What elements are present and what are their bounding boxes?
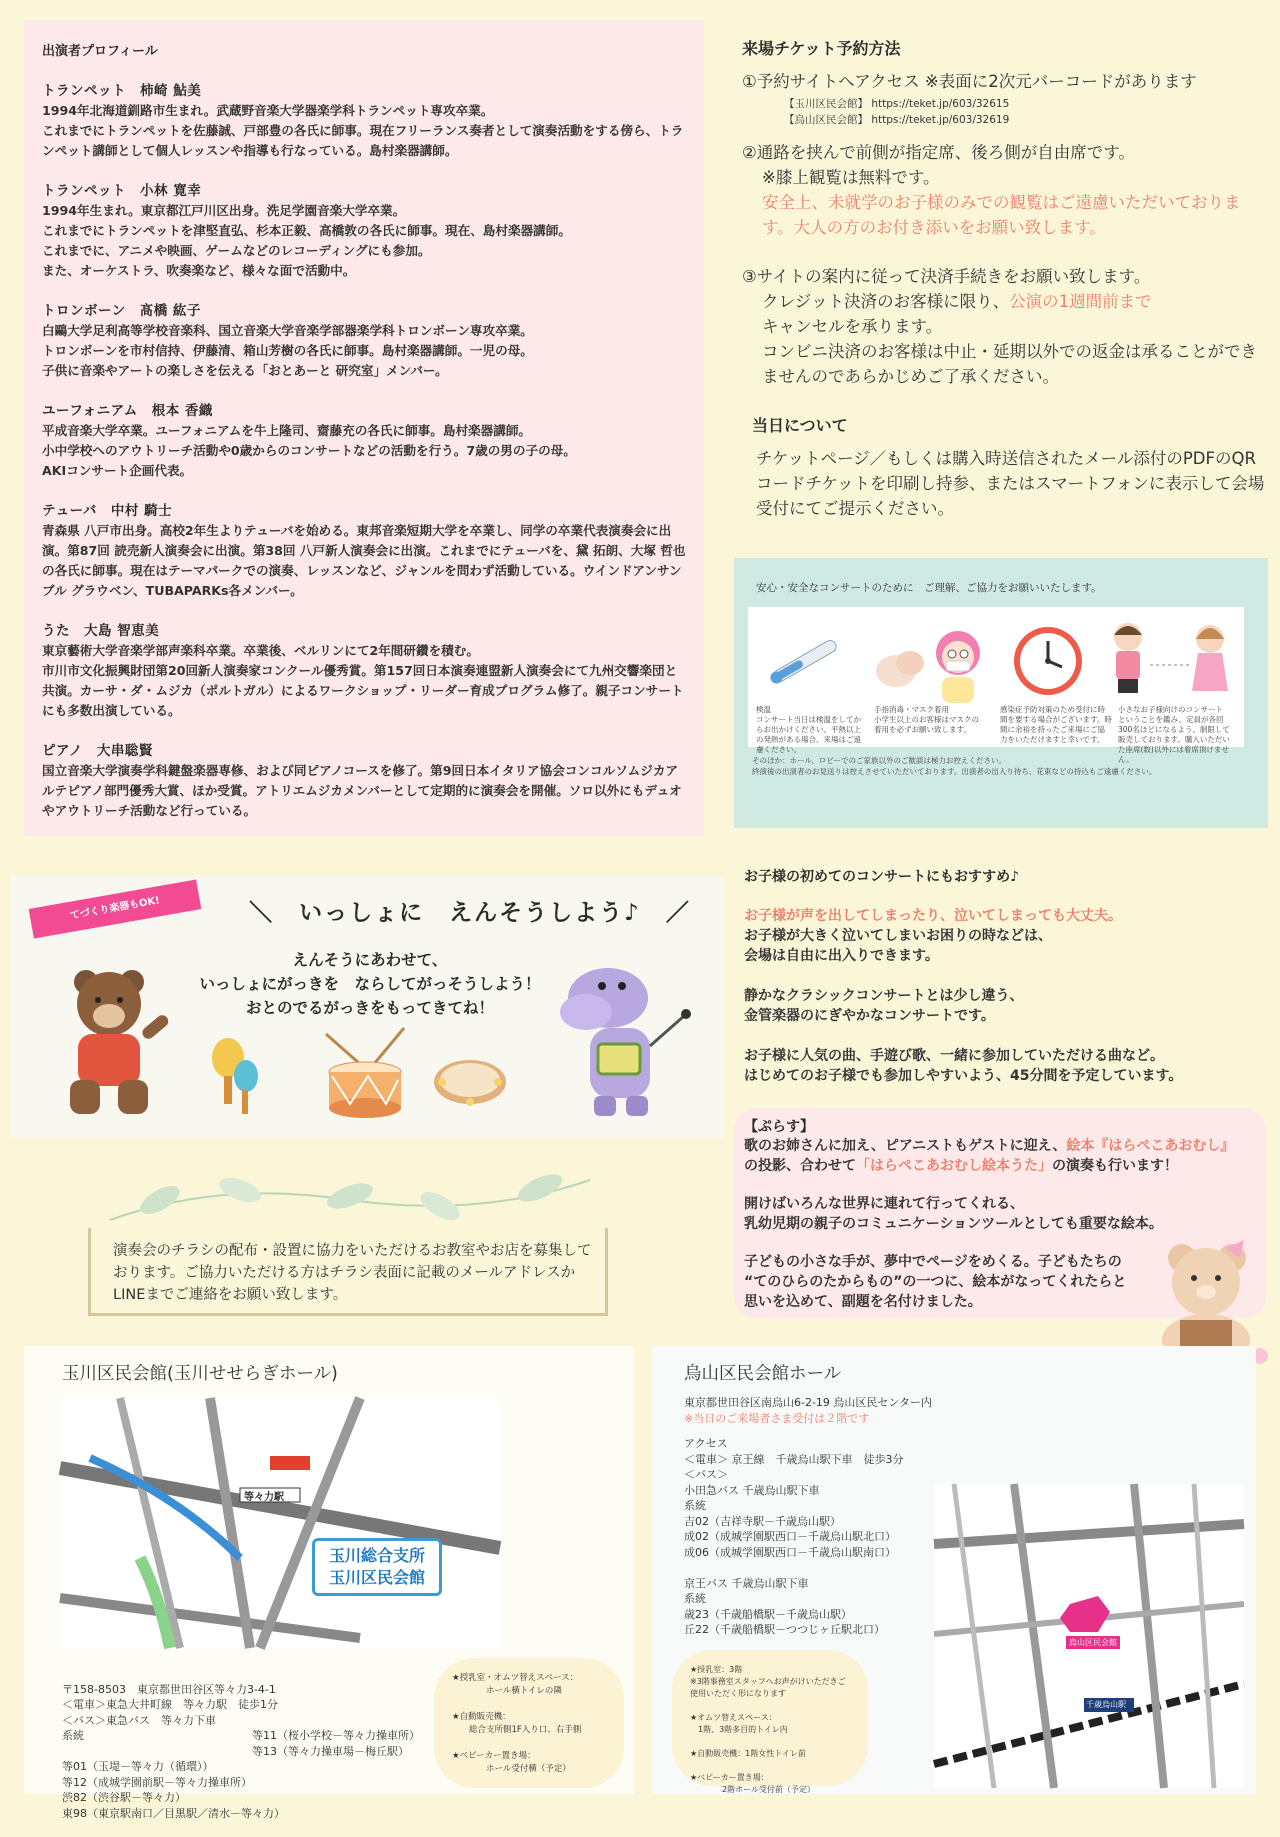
- ticket-title: 来場チケット予約方法: [742, 39, 901, 58]
- ticket-url-tamagawa[interactable]: 【玉川区民会館】 https://teket.jp/603/32615: [784, 98, 1010, 110]
- map-venue-label: [312, 1538, 442, 1596]
- plus-p1-b: の投影、合わせて: [744, 1158, 856, 1174]
- venue-tamagawa-address: 〒158-8503 東京都世田谷区等々力3-4-1 ＜電車＞東急大井町線 等々力駅 徒歩1分 ＜バス＞東急バス 等々力下車 系統: [62, 1682, 278, 1742]
- ticket-urls: [742, 96, 1272, 128]
- plus-p1-song: 「はらぺこあおむし絵本うた」: [856, 1158, 1052, 1174]
- venue-tamagawa-routes-right: 等11（桜小学校－等々力操車所） 等13（等々力操車場－梅丘駅）: [252, 1729, 420, 1758]
- performer-bio: 国立音楽大学演奏学科鍵盤楽器専修、および同ピアノコースを修了。第9回日本イタリア協会コンコルソムジカアルテピアノ部門優秀大賞、ほか受賞。アトリエムジカメンバーとして定期的に演奏会を開催。ソロ以外にもデュオやアウトリーチ活動など行っている。: [42, 763, 682, 818]
- step-2-text: ②通路を挟んで前側が指定席、後ろ側が自由席です。: [742, 143, 1135, 162]
- bear-illustration-icon: [56, 962, 176, 1122]
- performer-name: ピアノ 大串聡賢: [42, 743, 153, 759]
- safety-note: そのほか：ホール、ロビーでのご家族以外のご歓談は極力お控えください。 終演後の出演者のお見送りは控えさせていただいております。出演者の出入り待ち、花束などの持込もご遠慮ください。: [752, 756, 1157, 776]
- safety-item-sanitize: 手指消毒・マスク着用 小学生以上のお客様はマスクの着用を必ずお願い致します。: [874, 705, 979, 734]
- venue-karasuyama-notice: ※当日のご来場者さま受付は２階です: [684, 1411, 870, 1425]
- map-tamagawa[interactable]: [60, 1398, 500, 1648]
- performer-4: [42, 399, 688, 481]
- day-of-title: 当日について: [752, 416, 848, 435]
- tambourine-icon: [430, 1052, 510, 1112]
- performer-name: トロンボーン 髙橋 紘子: [42, 303, 201, 319]
- map-roads: [60, 1398, 500, 1648]
- play-sub-1: えんそうにあわせて、: [292, 951, 448, 969]
- play-together-panel: [10, 876, 724, 1138]
- profiles-heading: 出演者プロフィール: [42, 44, 158, 59]
- distancing-children-icon: [1106, 617, 1234, 711]
- safety-item-capacity: 小さなお子様向けのコンサートということを鑑み、定員が各回300名ほどになるよう、制限して販売しております。購入いただいた座席(数)以外には着席頂けません。: [1118, 705, 1230, 764]
- play-sub-3: おとのでるがっきをもってきてね！: [245, 999, 494, 1017]
- step-3-convenience: コンビニ決済のお客様は中止・延期以外での返金は承ることができませんのであらかじめご了承ください。: [762, 342, 1257, 386]
- performer-bio: 白鷗大学足利高等学校音楽科、国立音楽大学音楽学部器楽学科トロンボーン専攻卒業。 トロンボーンを市村信持、伊藤清、箱山芳樹の各氏に師事。島村楽器講師。一児の母。 子供に音楽やアートの楽しさを伝える「おとあーと 研究室」メンバー。: [42, 323, 533, 378]
- plus-p1-c: の演奏も行います！: [1052, 1158, 1178, 1174]
- map-hall-label: 烏山区民会館: [1066, 1636, 1120, 1649]
- ticket-step-1: ①予約サイトへアクセス ※表面に2次元バーコードがあります: [742, 72, 1197, 91]
- recommend-title: お子様の初めてのコンサートにもおすすめ♪: [744, 869, 1020, 885]
- play-subtitle: [170, 948, 570, 1020]
- play-sub-2: いっしょにがっきを ならしてがっそうしよう！: [199, 975, 541, 993]
- map-station-todoroki: 等々力駅: [244, 1492, 284, 1503]
- performer-bio: 青森県 八戸市出身。高校2年生よりテューバを始める。東邦音楽短期大学を卒業し、同学の卒業代表演奏会に出演。第87回 読売新人演奏会に出演。第38回 八戸新人演奏会に出演。これまでにテューバを、黛 拓朗、大塚 哲也の各氏に師事。現在はテーマパークでの演奏、レッスンなど、ジャンルを問わず活動している。ウインドアンサンブル グラウベン、TUBAPARKs各メンバー。: [42, 523, 686, 598]
- thermometer-icon: [760, 631, 850, 691]
- recommend-p3: お子様に人気の曲、手遊び歌、一緒に参加していただける曲など。 はじめてのお子様でも参加しやすいよう、45分間を予定しています。: [744, 1048, 1183, 1084]
- performer-6: [42, 619, 688, 721]
- plus-title: 【ぷらす】: [744, 1119, 814, 1135]
- venue-tamagawa-facilities: ★授乳室・オムツ替えスペース： ホール横トイレの隣 ★自動販売機： 総合支所側1F入り口、右手側 ★ベビーカー置き場： ホール受付横（予定）: [434, 1658, 624, 1788]
- step-2-warning: 安全上、未就学のお子様のみでの観覧はご遠慮いただいております。大人の方のお付き添いをお願い致します。: [762, 193, 1241, 237]
- venue-karasuyama: [652, 1346, 1256, 1794]
- performer-name: トランペット 柿崎 鮎美: [42, 83, 202, 99]
- plus-p1-book: 絵本『はらぺこあおむし』: [1066, 1138, 1235, 1154]
- step-3-cancel-deadline: 公演の1週間前まで: [1009, 292, 1152, 311]
- hand-sanitize-icon: [866, 621, 992, 705]
- ticket-reservation: [742, 36, 1272, 521]
- flyer-cooperation-notice: [88, 1228, 608, 1316]
- maracas-icon: [206, 1036, 266, 1120]
- safety-item-time: 感染症予防対策のため受付に時間を要する場合がございます。時間に余裕を持ったご来場にご協力をいただけますと幸いです。: [1000, 705, 1112, 744]
- performer-7: [42, 739, 688, 821]
- day-of-body: チケットページ／もしくは購入時送信されたメール添付のPDFのQRコードチケットを印刷し持参、またはスマートフォンに表示して会場受付にてご提示ください。: [756, 449, 1265, 518]
- ticket-url-karasuyama[interactable]: 【烏山区民会館】 https://teket.jp/603/32619: [784, 114, 1010, 126]
- performer-bio: 1994年北海道釧路市生まれ。武蔵野音楽大学器楽学科トランペット専攻卒業。 これまでにトランペットを佐藤誠、戸部豊の各氏に師事。現在フリーランス奏者として演奏活動をする傍ら、トランペット講師として個人レッスンや指導も行なっている。島村楽器講師。: [42, 103, 684, 158]
- ticket-step-3: [742, 264, 1272, 389]
- performer-name: ユーフォニアム 根本 香織: [42, 403, 213, 419]
- plus-p1-a: 歌のお姉さんに加え、ピアニストもゲストに迎え、: [744, 1138, 1067, 1154]
- safety-panel: [734, 558, 1268, 828]
- performer-1: [42, 79, 688, 161]
- handmade-instruments-ribbon: てづくり楽器もOK!: [29, 879, 202, 938]
- performer-name: うた 大島 智恵美: [42, 623, 160, 639]
- performer-bio: 1994年生まれ。東京都江戸川区出身。洗足学園音楽大学卒業。 これまでにトランペットを津堅直弘、杉本正毅、高橋敦の各氏に師事。現在、島村楽器講師。 これまでに、アニメや映画、ゲームなどのレコーディングにも参加。 また、オーケストラ、吹奏楽など、様々な面で活動中。: [42, 203, 571, 278]
- safety-item-temperature: 検温 コンサート当日は検温をしてからお出かけください。平熱以上の発熱がある場合、来場はご遠慮ください。: [756, 705, 861, 754]
- map-station-label: 千歳烏山駅: [1086, 1700, 1126, 1709]
- venue-karasuyama-access: アクセス ＜電車＞ 京王線 千歳烏山駅下車 徒歩3分 ＜バス＞ 小田急バス 千歳烏山駅下車 系統 吉02（吉祥寺駅－千歳烏山駅） 成02（成城学園駅西口－千歳烏山駅北口） 成06（成城学園駅西口－千歳烏山駅南口） 京王バス 千歳烏山駅下車 系統 歳23（千歳船橋駅－千歳烏山駅） 丘22（千歳船橋駅－つつじヶ丘駅北口）: [684, 1437, 904, 1636]
- recommend-p1: [744, 906, 1264, 966]
- map-karasuyama[interactable]: [934, 1484, 1244, 1788]
- performer-2: [42, 179, 688, 281]
- venue-karasuyama-title: 烏山区民会館ホール: [684, 1364, 842, 1384]
- leaf-decoration-icon: [100, 1160, 600, 1230]
- performer-5: [42, 499, 688, 601]
- step-3-cancel: [742, 289, 1272, 339]
- performer-profiles: [24, 20, 704, 836]
- safety-title: 安心・安全なコンサートのために ご理解、ご協力をお願いいたします。: [756, 582, 1102, 594]
- performer-name: トランペット 小林 寛幸: [42, 183, 202, 199]
- recommend-panel: [744, 866, 1264, 1106]
- safety-illustrations: [748, 607, 1244, 764]
- venue-tamagawa-routes-left: 等01（玉堤－等々力（循環）） 等12（成城学園前駅－等々力操車所） 渋82（渋谷駅－等々力） 東98（東京駅南口／目黒駅／清水－等々力）: [62, 1760, 285, 1820]
- step-2-note: ※膝上観覧は無料です。: [762, 168, 940, 187]
- step-3-text: ③サイトの案内に従って決済手続きをお願い致します。: [742, 267, 1151, 286]
- play-title: ＼ いっしょに えんそうしよう♪ ／: [249, 900, 691, 926]
- venue-tamagawa: [24, 1346, 634, 1820]
- clock-icon: [1010, 623, 1086, 699]
- map-label-1: 玉川総合支所: [328, 1546, 425, 1565]
- map-label-2: 玉川区民会館: [328, 1568, 425, 1587]
- venue-karasuyama-address: 東京都世田谷区南烏山6-2-19 烏山区民センター内: [684, 1396, 932, 1409]
- flyer-text: 演奏会のチラシの配布・設置に協力をいただけるお教室やお店を募集しております。ご協力いただける方はチラシ表面に記載のメールアドレスかLINEまでご連絡をお願い致します。: [113, 1243, 592, 1303]
- performer-name: テューバ 中村 騎士: [42, 503, 173, 519]
- performer-bio: 東京藝術大学音楽学部声楽科卒業。卒業後、ベルリンにて2年間研鑽を積む。 市川市文化振興財団第20回新人演奏家コンクール優秀賞。第157回日本演奏連盟新人演奏会にて九州交響楽団と共演。カーサ・ダ・ムジカ（ポルトガル）によるワークショップ・リーダー育成プログラム修了。親子コンサートにも多数出演している。: [42, 643, 684, 718]
- plus-p2: 開けばいろんな世界に連れて行ってくれる、 乳幼児期の親子のコミュニケーションツールとしても重要な絵本。: [744, 1196, 1163, 1232]
- hippo-illustration-icon: [550, 956, 700, 1126]
- step-3-cancel-a: クレジット決済のお客様に限り、: [762, 292, 1010, 311]
- plus-p1: [744, 1136, 1254, 1176]
- venue-karasuyama-facilities: ★授乳室：3階 ※3階事務室スタッフへお声がけいただきご使用いただく形になります ★オムツ替えスペース： 1階、3階多目的トイレ内 ★自動販売機：1階女性トイレ前 ★ベビーカー置き場： 2階ホール受付前（予定）: [672, 1650, 868, 1786]
- performer-bio: 平成音楽大学卒業。ユーフォニアムを牛上隆司、齋藤充の各氏に師事。島村楽器講師。 小中学校へのアウトリーチ活動や0歳からのコンサートなどの活動を行う。7歳の男の子の母。 AKIコンサート企画代表。: [42, 423, 576, 478]
- step-3-cancel-b: キャンセルを承ります。: [762, 317, 943, 336]
- plus-p3: 子どもの小さな手が、夢中でページをめくる。子どもたちの “てのひらのたからもの”の一つに、絵本がなってくれたらと 思いを込めて、副題を名付けました。: [744, 1254, 1127, 1310]
- drum-icon: [320, 1024, 410, 1124]
- recommend-p1-body: お子様が大きく泣いてしまいお困りの時などは、 会場は自由に出入りできます。: [744, 928, 1052, 964]
- recommend-p2: 静かなクラシックコンサートとは少し違う、 金管楽器のにぎやかなコンサートです。: [744, 988, 1024, 1024]
- venue-tamagawa-title: 玉川区民会館(玉川せせらぎホール): [62, 1364, 338, 1384]
- recommend-p1-highlight: お子様が声を出してしまったり、泣いてしまっても大丈夫。: [744, 908, 1122, 924]
- ticket-step-2: [742, 140, 1272, 240]
- performer-3: [42, 299, 688, 381]
